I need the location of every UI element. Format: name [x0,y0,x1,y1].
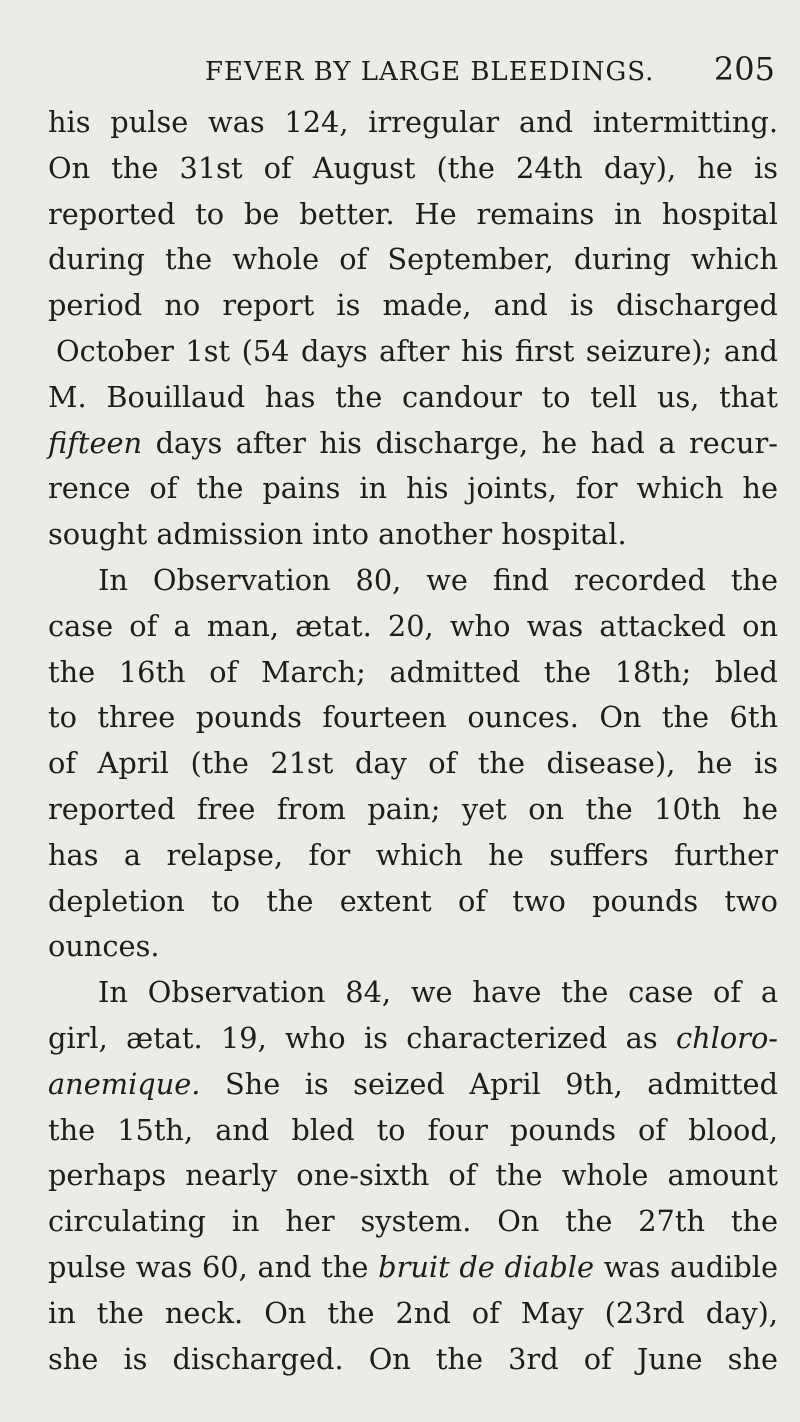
text-line: of April (the 21st day of the disease), he is [48,746,778,781]
italic-text: anemique. [48,1066,201,1101]
running-head: FEVER BY LARGE BLEEDINGS. [205,57,655,87]
text-line: she is discharged. On the 3rd of June she [48,1341,778,1376]
text-fragment: She is seized April 9th, admitted [224,1066,779,1101]
italic-text: bruit de diable [378,1249,595,1284]
text-line: October 1st (54 days after his first seizure); and [56,333,778,368]
text-line: in the neck. On the 2nd of May (23rd day), [48,1295,778,1330]
text-fragment: girl, ætat. 19, who is characterized as [48,1020,658,1055]
text-line [48,1245,778,1291]
text-line: reported to be better. He remains in hospital [48,196,778,231]
italic-text: fifteen [48,425,143,460]
page-header [205,50,775,88]
text-line: reported free from pain; yet on the 10th he [48,791,778,826]
text-line: during the whole of September, during which [48,242,778,277]
text-line: M. Bouillaud has the candour to tell us, that [48,379,778,414]
text-line: his pulse was 124, irregular and intermitting. [48,105,778,139]
text-line: has a relapse, for which he suffers further [48,837,778,872]
text-line: period no report is made, and is discharged [48,288,778,323]
page-number: 205 [713,50,775,88]
italic-text: chloro- [675,1020,779,1055]
text-fragment: was audible [603,1249,779,1284]
text-line: rence of the pains in his joints, for which he [48,471,778,506]
text-line: In Observation 84, we have the case of a [98,975,778,1010]
text-line: the 16th of March; admitted the 18th; bled [48,654,778,689]
text-fragment: days after his discharge, he had a recur- [155,425,778,460]
text-line: to three pounds fourteen ounces. On the 6th [48,700,778,735]
text-line: perhaps nearly one-sixth of the whole amount [48,1158,778,1193]
text-line [48,1062,778,1108]
text-line [48,421,778,467]
text-line: sought admission into another hospital. [48,517,627,552]
text-line: the 15th, and bled to four pounds of blood, [48,1112,778,1147]
text-fragment: pulse was 60, and the [48,1249,369,1284]
text-line: ounces. [48,929,160,964]
text-line: On the 31st of August (the 24th day), he is [48,150,778,185]
body-text [48,100,778,1382]
text-line: circulating in her system. On the 27th the [48,1204,778,1239]
text-line: In Observation 80, we find recorded the [98,562,778,597]
text-line: case of a man, ætat. 20, who was attacked on [48,608,778,643]
text-line [48,1016,778,1062]
text-line: depletion to the extent of two pounds two [48,883,778,918]
